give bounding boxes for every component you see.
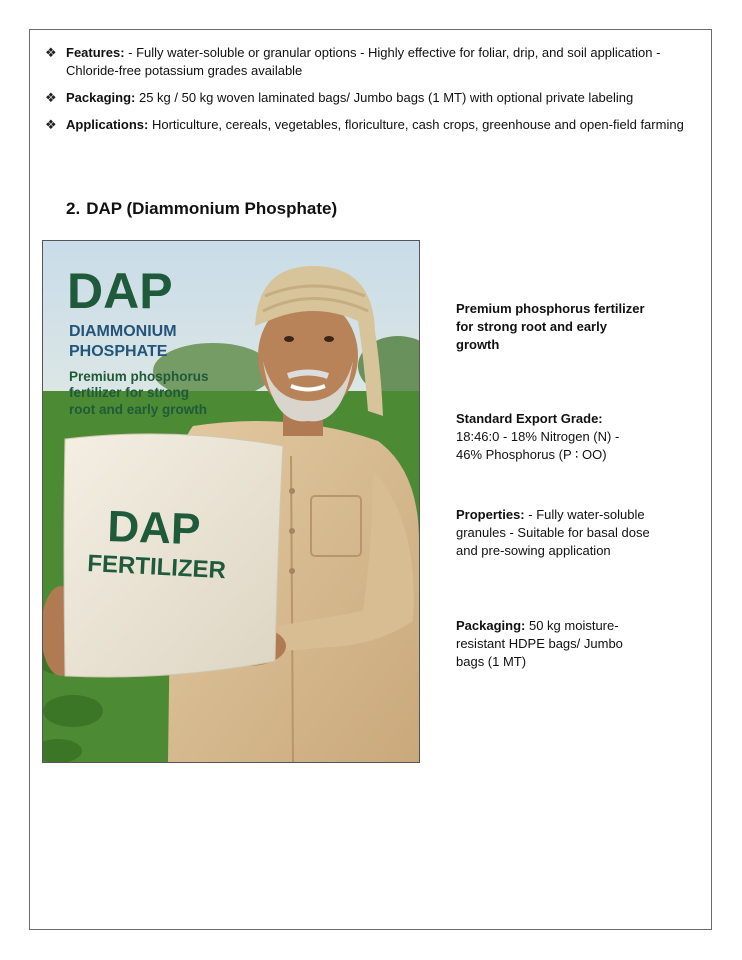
detail-packaging xyxy=(456,617,646,671)
poster-brand: DAP xyxy=(67,263,173,319)
packaging-text: 50 kg moisture-resistant HDPE bags/ Jumbo bags (1 MT) xyxy=(456,618,623,669)
feature-list xyxy=(45,44,700,143)
detail-headline xyxy=(456,300,646,354)
list-item xyxy=(45,89,700,107)
poster-tagline-2: fertilizer for strong xyxy=(69,385,190,400)
poster-line2: PHOSPHATE xyxy=(69,343,168,360)
bullet-label: Packaging: xyxy=(66,90,136,105)
packaging-label: Packaging: xyxy=(456,618,526,633)
product-poster-image xyxy=(42,240,420,763)
bullet-label: Features: xyxy=(66,45,125,60)
bag-label: FERTILIZER xyxy=(86,550,227,585)
diamond-bullet-icon: ❖ xyxy=(45,45,57,60)
detail-properties xyxy=(456,506,651,560)
poster-tagline-3: root and early growth xyxy=(69,402,208,417)
diamond-bullet-icon: ❖ xyxy=(45,117,57,132)
bullet-text: Horticulture, cereals, vegetables, floriculture, cash crops, greenhouse and open-field farming xyxy=(148,117,684,132)
section-title: DAP (Diammonium Phosphate) xyxy=(86,199,338,218)
bullet-text: - Fully water-soluble or granular options - Highly effective for foliar, drip, and soil application - Chloride-free potassium grades available xyxy=(66,45,661,78)
section-number: 2. xyxy=(66,199,81,218)
diamond-bullet-icon: ❖ xyxy=(45,90,57,105)
properties-label: Properties: xyxy=(456,507,525,522)
list-item xyxy=(45,44,700,80)
properties-text: - Fully water-soluble granules - Suitable for basal dose and pre-sowing application xyxy=(456,507,650,558)
detail-grade xyxy=(456,410,646,464)
headline-text: Premium phosphorus fertilizer for strong root and early growth xyxy=(456,301,645,352)
section-heading xyxy=(66,199,337,219)
list-item xyxy=(45,116,700,134)
bullet-label: Applications: xyxy=(66,117,149,132)
grade-text: 18:46:0 - 18% Nitrogen (N) - 46% Phosphorus (P ∶ OO) xyxy=(456,429,620,462)
poster-tagline-1: Premium phosphorus xyxy=(69,369,209,384)
grade-label: Standard Export Grade: xyxy=(456,411,603,426)
bullet-text: 25 kg / 50 kg woven laminated bags/ Jumbo bags (1 MT) with optional private labeling xyxy=(135,90,634,105)
poster-line1: DIAMMONIUM xyxy=(69,323,177,340)
bag-brand: DAP xyxy=(106,502,202,555)
